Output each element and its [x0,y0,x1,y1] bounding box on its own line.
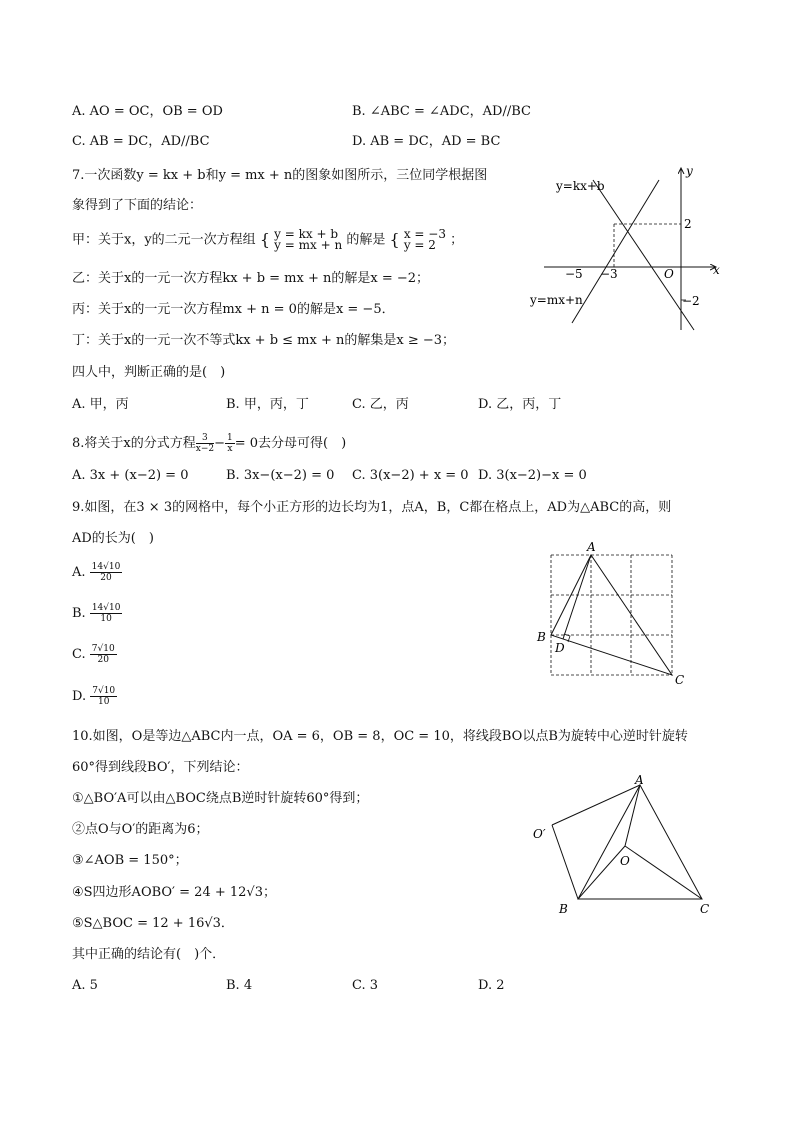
q10-conclusion-3: ③∠AOB = 150°； [72,853,188,868]
q8-minus: − [214,436,225,451]
triangle-abc [551,555,672,675]
q7-ask: 四人中，判断正确的是( ) [72,365,226,380]
q9-option-d-fraction [90,686,117,707]
q7-statement-bing: 丙：关于x的一元一次方程mx + n = 0的解是x = −5． [72,302,395,317]
segment-ao [625,785,640,846]
q10-option-d: D. 2 [478,978,505,993]
q8-stem-suffix: = 0去分母可得( ) [234,436,347,451]
q10-triangle-figure [525,772,725,920]
q10-option-b: B. 4 [226,978,253,993]
left-brace: { [259,230,271,249]
q7-function-graph [520,158,730,338]
q9-option-c [72,644,117,665]
label-o-prime: O′ [533,827,546,841]
q9-option-a-numerator: 14√10 [91,562,121,572]
equilateral-triangle-abc [578,785,702,899]
label-c: C [675,673,685,687]
q9-stem-line2: AD的长为( ) [72,531,154,546]
q9-option-d [72,686,117,707]
q10-ask: 其中正确的结论有( )个． [72,947,226,962]
q7-option-a: A. 甲，丙 [72,397,129,412]
label-mx-n: y=mx+n [530,293,583,307]
label-origin: O [664,267,674,281]
altitude-ad [563,555,591,639]
q8-option-d: D. 3(x−2)−x = 0 [478,468,587,483]
q9-option-d-numerator: 7√10 [92,686,116,696]
q10-conclusion-5: ⑤S△BOC = 12 + 16√3． [72,916,234,931]
q7-jia-system-eq2: y = mx + n [274,238,343,252]
q7-option-d: D. 乙，丙，丁 [478,397,562,412]
q10-stem-line2: 60°得到线段BO′，下列结论： [72,760,249,775]
label-tick-minus5: −5 [565,267,583,281]
q8-fraction-2 [225,433,235,454]
line-kx-b [593,180,694,330]
q9-option-b-denominator: 10 [100,614,112,624]
q6-option-b: B. ∠ABC = ∠ADC，AD//BC [352,104,531,119]
q7-jia-middle: 的解是 [346,232,386,248]
label-kx-b: y=kx+b [556,179,605,193]
q6-option-c: C. AB = DC，AD//BC [72,134,210,149]
q9-option-b-fraction [90,603,123,624]
q7-statement-yi: 乙：关于x的一元一次方程kx + b = mx + n的解是x = −2； [72,271,430,286]
label-d: D [555,641,565,655]
q7-statement-ding: 丁：关于x的一元一次不等式kx + b ≤ mx + n的解集是x ≥ −3； [72,333,456,348]
q7-jia-solution [404,229,446,251]
q9-option-a-label: A. [72,565,86,580]
segment-bo [578,846,625,899]
q8-fraction-2-denominator: x [227,444,233,454]
label-tick-minus3: −3 [600,267,618,281]
segment-ao-prime [552,785,640,825]
q8-fraction-2-numerator: 1 [227,433,233,443]
q7-jia-prefix: 甲：关于x，y的二元一次方程组 [72,232,256,248]
q8-option-c: C. 3(x−2) + x = 0 [352,468,469,483]
q10-conclusion-4: ④S四边形AOBO′ = 24 + 12√3； [72,885,276,900]
q10-stem-line1: 10.如图，O是等边△ABC内一点，OA = 6，OB = 8，OC = 10，将线段BO以点B为旋转中心逆时针旋转 [72,729,688,744]
label-a: A [587,540,596,554]
q9-option-b [72,603,122,624]
q10-option-c: C. 3 [352,978,379,993]
q9-option-a [72,562,122,583]
q7-statement-jia [72,229,463,251]
q9-option-a-denominator: 20 [100,573,112,583]
q9-option-d-label: D. [72,689,87,704]
q9-option-b-numerator: 14√10 [91,603,121,613]
segment-co [625,846,702,899]
q9-option-c-denominator: 20 [97,655,109,665]
q7-jia-system [274,229,342,251]
label-tick-2: 2 [684,217,692,231]
q7-stem-line2: 象得到了下面的结论： [72,198,203,213]
line-mx-n [572,180,659,323]
q7-jia-system-eq1: y = kx + b [274,227,339,241]
q7-jia-end: ； [450,232,464,248]
grid-lines [551,555,672,675]
q8-fraction-1-numerator: 3 [196,433,214,444]
q10-option-a: A. 5 [72,978,98,993]
q8-stem-prefix: 8.将关于x的分式方程 [72,436,196,451]
q8-fraction-1-denominator: x−2 [195,444,215,454]
q7-stem-line1: 7.一次函数y = kx + b和y = mx + n的图象如图所示，三位同学根据图 [72,168,488,183]
left-brace: { [389,230,400,249]
q8-fraction-1 [196,433,214,454]
q8-stem [72,433,346,454]
q7-jia-solution-y: y = 2 [403,238,436,252]
label-a: A [635,773,644,787]
q7-jia-solution-x: x = −3 [403,227,446,241]
label-o: O [620,854,630,868]
q10-conclusion-1: ①△BO′A可以由△BOC绕点B逆时针旋转60°得到； [72,791,369,806]
q9-option-c-numerator: 7√10 [91,644,115,654]
label-b: B [559,902,568,916]
q6-option-d: D. AB = DC，AD = BC [352,134,501,149]
q8-option-a: A. 3x + (x−2) = 0 [72,468,189,483]
q6-option-a: A. AO = OC，OB = OD [72,104,223,119]
label-tick-minus2: −2 [682,294,700,308]
q9-option-b-label: B. [72,606,86,621]
q7-option-c: C. 乙，丙 [352,397,409,412]
q9-option-c-fraction [90,644,117,665]
q9-stem-line1: 9.如图，在3 × 3的网格中，每个小正方形的边长均为1，点A，B，C都在格点上，AD为△ABC的高，则 [72,500,672,515]
q9-option-a-fraction [90,562,123,583]
q9-option-d-denominator: 10 [97,697,110,707]
q8-option-b: B. 3x−(x−2) = 0 [226,468,335,483]
segment-bo-prime [552,825,578,899]
label-x-axis: x [713,263,720,277]
q10-conclusion-2: ②点O与O′的距离为6； [72,822,209,837]
label-y-axis: y [686,164,693,178]
label-c: C [700,902,710,916]
q9-option-c-label: C. [72,647,86,662]
q7-option-b: B. 甲，丙，丁 [226,397,309,412]
label-b: B [537,630,546,644]
q9-grid-figure [530,538,700,690]
